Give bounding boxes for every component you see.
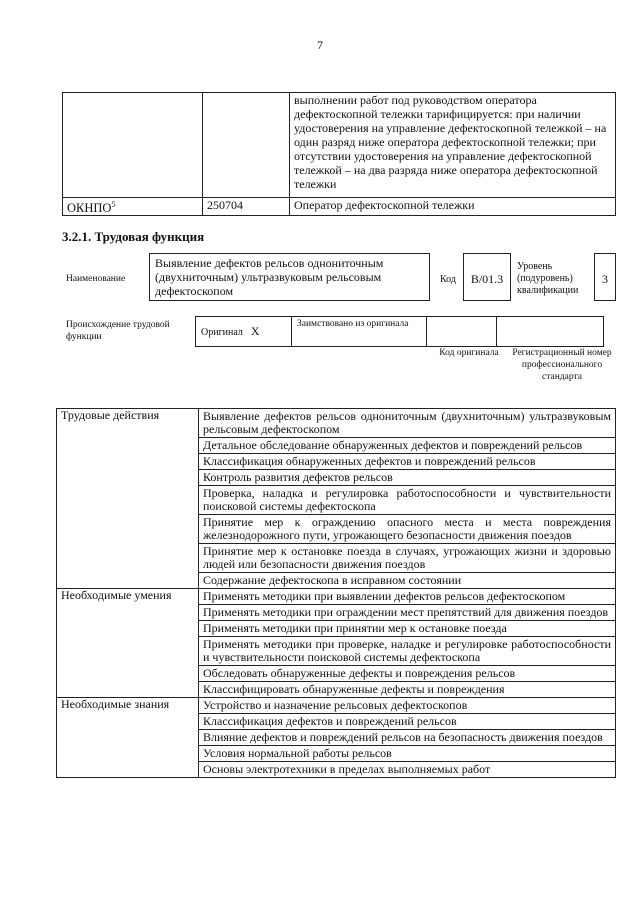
list-item: Классифицировать обнаруженные дефекты и повреждения bbox=[199, 682, 616, 698]
original-label: Оригинал bbox=[201, 327, 243, 338]
function-name: Выявление дефектов рельсов однониточным (двухниточным) ультразвуковым рельсовым дефектоскопом bbox=[149, 253, 430, 301]
empty-cell bbox=[203, 93, 290, 198]
original-code-cell bbox=[427, 317, 497, 347]
list-item: Классификация обнаруженных дефектов и повреждений рельсов bbox=[199, 454, 616, 470]
name-label: Наименование bbox=[66, 274, 126, 284]
page-number: 7 bbox=[317, 38, 323, 52]
original-mark: X bbox=[250, 324, 260, 338]
okpdtr-code: 250704 bbox=[203, 198, 290, 216]
list-item: Устройство и назначение рельсовых дефектоскопов bbox=[199, 698, 616, 714]
list-item: Обследовать обнаруженные дефекты и повреждения рельсов bbox=[199, 666, 616, 682]
list-item: Влияние дефектов и повреждений рельсов на безопасность движения поездов bbox=[199, 730, 616, 746]
origin-table bbox=[195, 316, 604, 347]
skills-label: Необходимые умения bbox=[57, 589, 199, 605]
list-item: Применять методики при ограждении мест препятствий для движения поездов bbox=[199, 605, 616, 621]
function-details-table bbox=[56, 408, 616, 778]
function-code: B/01.3 bbox=[463, 253, 511, 301]
empty-cell bbox=[63, 93, 203, 198]
code-label: Код bbox=[440, 274, 456, 285]
list-item: Детальное обследование обнаруженных дефектов и повреждений рельсов bbox=[199, 438, 616, 454]
list-item: Проверка, наладка и регулировка работоспособности и чувствительности поисковой системы дефектоскопа bbox=[199, 486, 616, 515]
registration-number-caption: Регистрационный номер профессионального стандарта bbox=[512, 348, 612, 382]
list-item: Условия нормальной работы рельсов bbox=[199, 746, 616, 762]
list-item: Применять методики при принятии мер к остановке поезда bbox=[199, 621, 616, 637]
borrowed-label: Заимствовано из оригинала bbox=[292, 317, 427, 347]
list-item: Принятие мер к остановке поезда в случаях, угрожающих жизни и здоровью людей или безопасности движения поездов bbox=[199, 544, 616, 573]
section-title: 3.2.1. Трудовая функция bbox=[62, 229, 205, 244]
list-item: Применять методики при проверке, наладке и регулировке работоспособности и чувствительности поисковой системы дефектоскопа bbox=[199, 637, 616, 666]
qualification-table bbox=[62, 92, 616, 216]
list-item: Применять методики при выявлении дефектов рельсов дефектоскопом bbox=[199, 589, 616, 605]
okpdtr-label: ОКНПО bbox=[67, 201, 112, 216]
knowledge-label: Необходимые знания bbox=[57, 698, 199, 714]
list-item: Содержание дефектоскопа в исправном состоянии bbox=[199, 573, 616, 589]
origin-label: Происхождение трудовой функции bbox=[66, 320, 170, 342]
actions-label: Трудовые действия bbox=[57, 409, 199, 438]
continuation-text: выполнении работ под руководством оператора дефектоскопной тележки тарифицируется: при наличии удостоверения на управление дефектоскопной тележкой – на один разряд ниже оператора дефектоскопной тележки; при отсутствии удостоверения на управление дефектоскопной тележкой – на два разряда ниже оператора дефектоскопной тележки bbox=[290, 93, 616, 198]
footnote-marker: 5 bbox=[111, 200, 116, 209]
list-item: Основы электротехники в пределах выполняемых работ bbox=[199, 762, 616, 778]
level-label: Уровень (подуровень) квалификации bbox=[517, 261, 579, 296]
list-item: Принятие мер к ограждению опасного места и места повреждения железнодорожного пути, угрожающего безопасности движения поездов bbox=[199, 515, 616, 544]
registration-number-cell bbox=[497, 317, 604, 347]
original-code-caption: Код оригинала bbox=[439, 348, 499, 358]
list-item: Выявление дефектов рельсов однониточным (двухниточным) ультразвуковым рельсовым дефектоскопом bbox=[199, 409, 616, 438]
okpdtr-label-cell bbox=[63, 198, 203, 216]
original-cell bbox=[196, 317, 292, 347]
list-item: Контроль развития дефектов рельсов bbox=[199, 470, 616, 486]
okpdtr-name: Оператор дефектоскопной тележки bbox=[290, 198, 616, 216]
list-item: Классификация дефектов и повреждений рельсов bbox=[199, 714, 616, 730]
qualification-level: 3 bbox=[594, 253, 616, 301]
